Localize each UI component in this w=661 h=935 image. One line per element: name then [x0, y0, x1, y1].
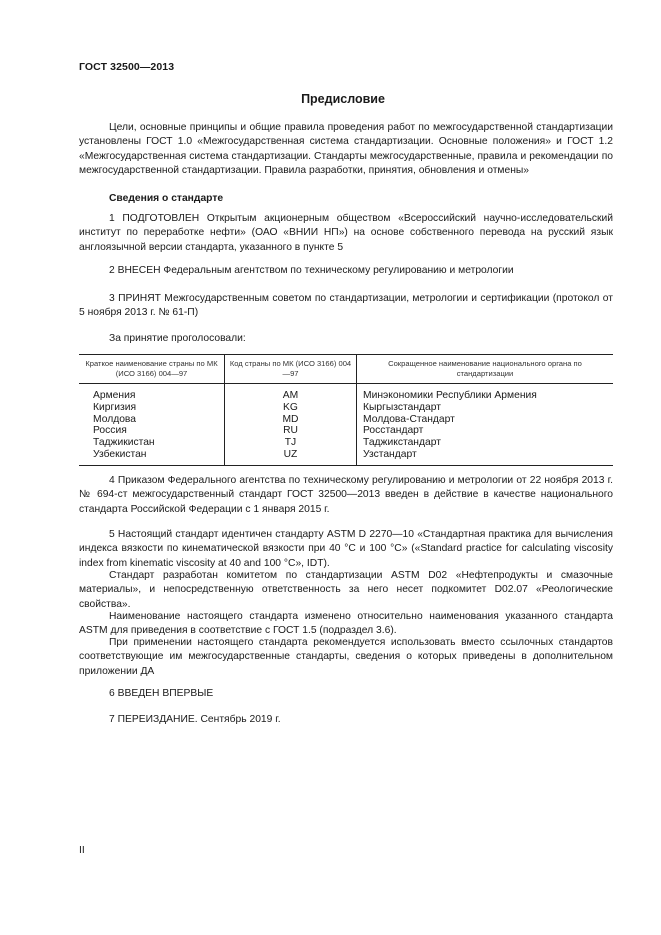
item-7-paragraph: 7 ПЕРЕИЗДАНИЕ. Сентябрь 2019 г.: [109, 714, 281, 725]
table-header-row: [79, 355, 613, 384]
country-cell: Узбекистан: [79, 449, 225, 465]
intro-paragraph: Цели, основные принципы и общие правила проведения работ по межгосударственной стандартизации установлены ГОСТ 1.0 «Межгосударственная система стандартизации. Основные положения» и ГОСТ 1.2 «Межгосударственная система стандартизации. Стандарты межгосударственные, правила и рекомендации по межгосударственной стандартизации. Правила разработки, принятия, обновления и отмены»: [79, 122, 613, 176]
document-id-header: ГОСТ 32500—2013: [79, 61, 175, 73]
body-cell: Узстандарт: [357, 449, 614, 465]
body-cell: Росстандарт: [357, 425, 614, 437]
body-cell: Минэкономики Республики Армения: [357, 384, 614, 402]
table-row: [79, 384, 613, 402]
table-row: [79, 414, 613, 426]
page-title: Предисловие: [301, 92, 385, 106]
country-cell: Молдова: [93, 413, 137, 425]
item-5-references-paragraph: При применении настоящего стандарта рекомендуется использовать вместо ссылочных стандартов соответствующие им межгосударственные стандарты, сведения о которых приведены в дополнительном приложении ДА: [79, 637, 613, 677]
item-1-paragraph: 1 ПОДГОТОВЛЕН Открытым акционерным обществом «Всероссийский научно-исследовательский институт по переработке нефти» (ОАО «ВНИИ НП») на основе собственного перевода на русский язык англоязычной версии стандарта, указанного в пункте 5: [79, 213, 613, 253]
vote-intro: За принятие проголосовали:: [109, 333, 246, 344]
column-header-body: Сокращенное наименование национального органа по стандартизации: [357, 355, 614, 384]
column-header-country: Краткое наименование страны по МК (ИСО 3166) 004—97: [79, 355, 225, 384]
item-3-paragraph: 3 ПРИНЯТ Межгосударственным советом по стандартизации, метрологии и сертификации (протокол от 5 ноября 2013 г. № 61-П): [79, 293, 613, 319]
item-5-paragraph: 5 Настоящий стандарт идентичен стандарту ASTM D 2270—10 «Стандартная практика для вычисления индекса вязкости по кинематической вязкости при 40 °С и 100 °С» («Standard practice for calculating viscosity index from kinematic viscosity at 40 and 100 °C», IDT).: [79, 529, 613, 569]
country-cell: Киргизия: [93, 401, 137, 413]
code-cell: TJ: [225, 437, 357, 449]
item-6-paragraph: 6 ВВЕДЕН ВПЕРВЫЕ: [109, 688, 214, 699]
column-header-code: Код страны по МК (ИСО 3166) 004—97: [225, 355, 357, 384]
country-cell: Армения: [93, 390, 136, 401]
item-5-committee-paragraph: Стандарт разработан комитетом по стандартизации ASTM D02 «Нефтепродукты и смазочные материалы», и непосредственную ответственность за него несет подкомитет D02.07 «Реологические свойства».: [79, 570, 613, 610]
item-2-paragraph: 2 ВНЕСЕН Федеральным агентством по техническому регулированию и метрологии: [109, 265, 514, 276]
voting-table: [79, 354, 613, 466]
body-cell: Таджикстандарт: [357, 437, 614, 449]
section-heading: Сведения о стандарте: [109, 193, 224, 204]
country-cell: Таджикистан: [93, 437, 155, 449]
table-row: [79, 449, 613, 465]
code-cell: KG: [225, 402, 357, 414]
code-cell: RU: [225, 425, 357, 437]
table-row: [79, 402, 613, 414]
table-row: [79, 425, 613, 437]
item-5-name-change-paragraph: Наименование настоящего стандарта изменено относительно наименования указанного стандарта ASTM для приведения в соответствие с ГОСТ 1.5 (подраздел 3.6).: [79, 611, 613, 637]
table-row: [79, 437, 613, 449]
code-cell: AM: [225, 384, 357, 402]
country-cell: Россия: [93, 425, 127, 437]
code-cell: MD: [225, 414, 357, 426]
item-4-paragraph: 4 Приказом Федерального агентства по техническому регулированию и метрологии от 22 ноября 2013 г. № 694-ст межгосударственный стандарт ГОСТ 32500—2013 введен в действие в качестве национального стандарта Российской Федерации с 1 января 2015 г.: [79, 475, 613, 515]
code-cell: UZ: [225, 449, 357, 465]
body-cell: Молдова-Стандарт: [357, 414, 614, 426]
body-cell: Кыргызстандарт: [357, 402, 614, 414]
page-number: II: [79, 845, 85, 856]
